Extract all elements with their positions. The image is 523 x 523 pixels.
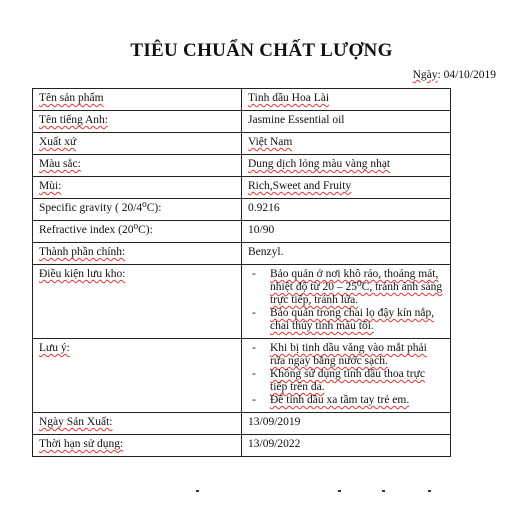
row-key: Tên tiếng Anh: <box>39 114 108 126</box>
row-value: 10/90 <box>248 224 275 236</box>
row-value: Dung dịch lỏng màu vàng nhạt <box>248 158 391 170</box>
table-row <box>33 413 451 435</box>
row-key: Refractive index (20⁰C): <box>39 224 153 236</box>
row-key: Thành phần chính: <box>39 246 126 258</box>
row-key: Xuất xứ <box>39 136 77 148</box>
date-label: Ngày <box>412 69 438 81</box>
document-title: TIÊU CHUẨN CHẤT LƯỢNG <box>130 40 393 61</box>
row-value: Rich,Sweet and Fruity <box>248 180 352 192</box>
list-item: - Để tinh dầu xa tầm tay trẻ em. <box>248 394 444 407</box>
row-key: Mùi: <box>39 180 62 192</box>
list-item: - Khi bị tinh dầu văng vào mắt phải rửa ngay bằng nước sạch. <box>248 342 444 368</box>
table-row <box>33 265 451 339</box>
row-key: Lưu ý: <box>39 342 70 354</box>
row-key: Điều kiện lưu kho: <box>39 268 126 280</box>
row-key: Specific gravity ( 20/4⁰C): <box>39 202 162 214</box>
table-row <box>33 133 451 155</box>
table-row <box>33 243 451 265</box>
table-row <box>33 155 451 177</box>
row-value: Benzyl. <box>248 246 284 258</box>
row-key: Thời hạn sử dụng: <box>39 438 124 450</box>
table-row <box>33 177 451 199</box>
row-value: Tinh dầu Hoa Lài <box>248 92 330 104</box>
table-row <box>33 339 451 413</box>
storage-conditions-list <box>248 268 444 333</box>
document-date <box>413 69 496 81</box>
quality-spec-table <box>32 88 451 457</box>
list-item: - Không sử dụng tinh dầu thoa trực tiếp trên da. <box>248 368 444 394</box>
table-row <box>33 221 451 243</box>
list-item: - Bảo quản ở nơi khô ráo, thoáng mát, nhiệt độ từ 20 – 25⁰C, tránh ánh sáng trực tiếp, tránh lửa. <box>248 268 444 307</box>
list-item: - Bảo quản trong chai lọ đậy kín nắp, chai thủy tinh màu tối. <box>248 307 444 333</box>
row-key: Tên sản phẩm <box>39 92 104 104</box>
table-row <box>33 89 451 111</box>
table-row <box>33 199 451 221</box>
table-row <box>33 111 451 133</box>
notes-list <box>248 342 444 407</box>
table-row <box>33 435 451 457</box>
row-value: Jasmine Essential oil <box>248 114 345 126</box>
row-value: Việt Nam <box>248 136 293 148</box>
row-value: 13/09/2022 <box>248 438 301 450</box>
row-key: Ngày Sản Xuất: <box>39 416 113 428</box>
row-key: Màu sắc: <box>39 158 81 170</box>
row-value: 13/09/2019 <box>248 416 301 428</box>
date-value: : 04/10/2019 <box>437 69 496 81</box>
row-value: 0.9216 <box>248 202 280 214</box>
cut-off-text-fragment <box>190 490 440 496</box>
